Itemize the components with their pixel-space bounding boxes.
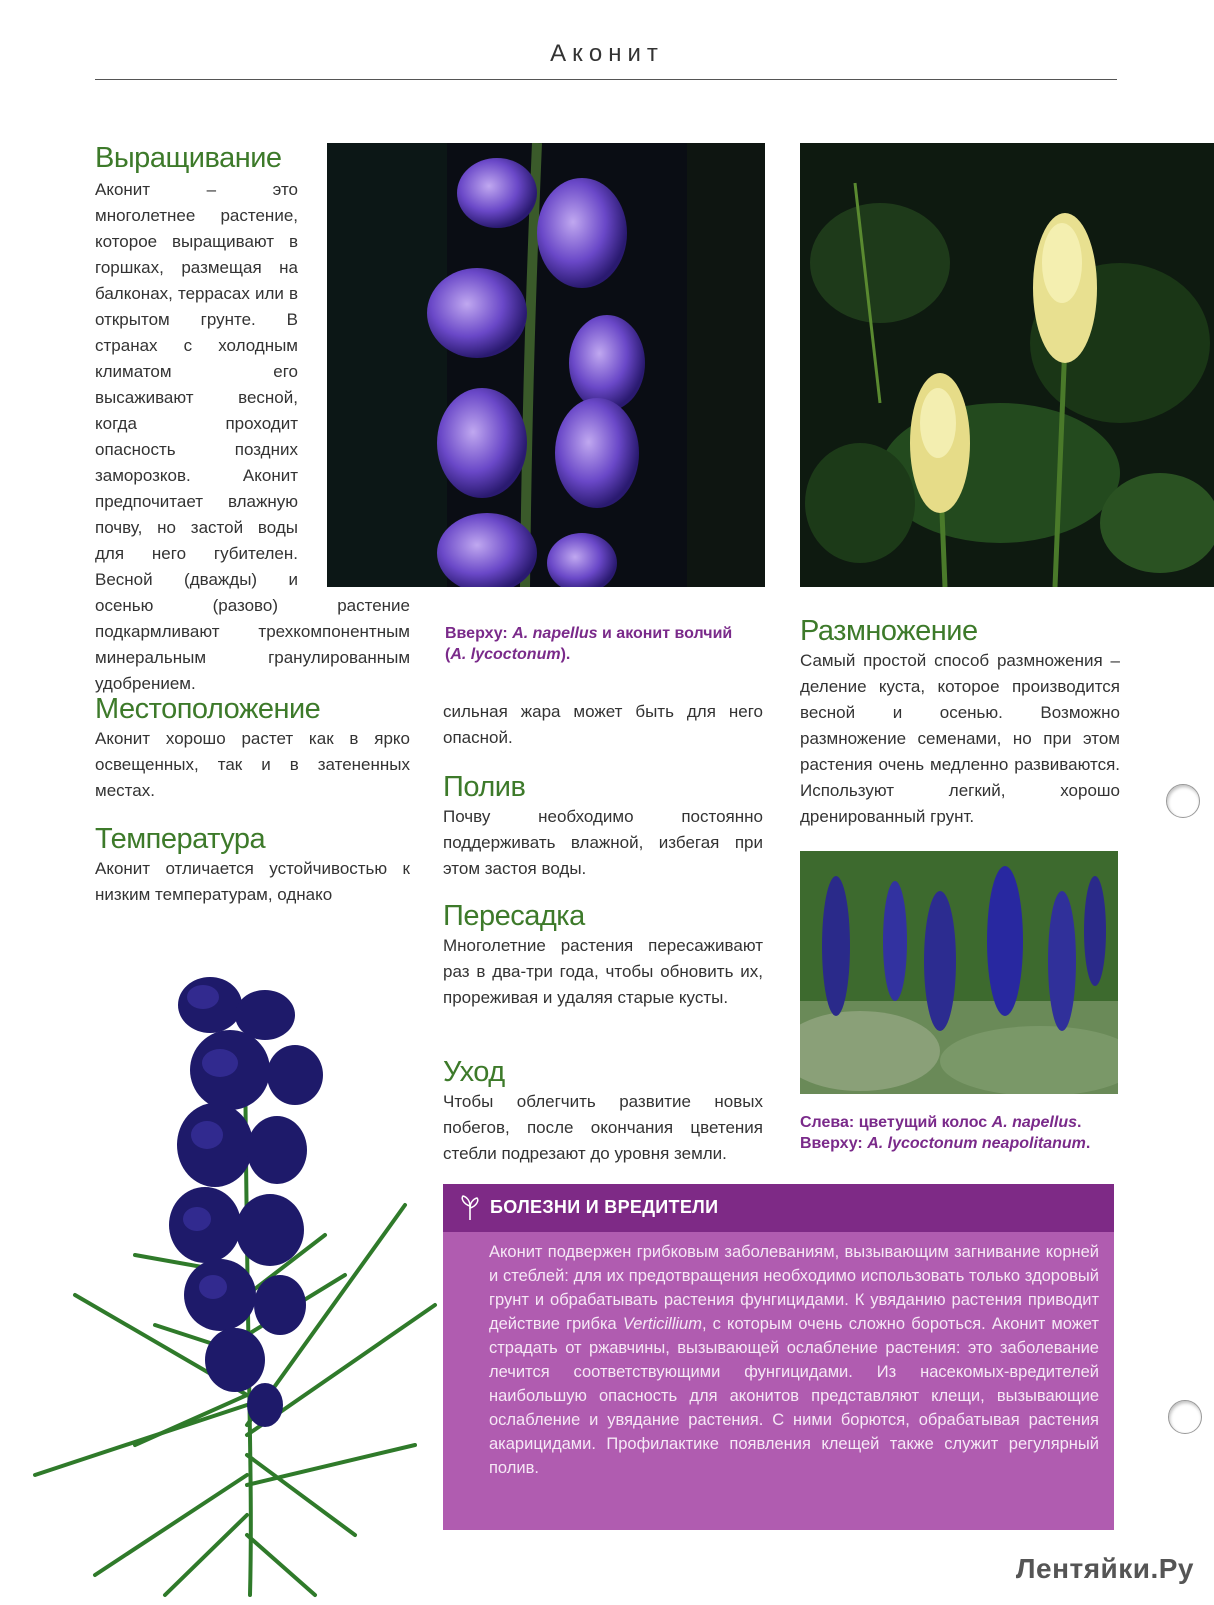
watermark: Лентяйки.Ру	[1015, 1553, 1194, 1584]
section-care	[443, 1055, 763, 1167]
heading-propagation: Размножение	[800, 615, 978, 647]
section-cultivation	[95, 141, 298, 175]
section-watering	[443, 770, 763, 882]
title-divider	[95, 79, 1117, 80]
photo-field	[800, 851, 1118, 1094]
diseases-text-1: Аконит подвержен грибковым заболеваниям, вызывающим загнивание корней и стеблей: для их предотвращения необходимо использовать только здоровый грунт и обрабатывать растения фунгицидами. К увяданию растения приводит действие грибка	[489, 1243, 1099, 1333]
section-temperature	[95, 822, 410, 908]
caption-top-prefix: Вверху:	[445, 625, 513, 642]
binder-hole	[1166, 784, 1200, 818]
caption-top-suffix: ).	[560, 646, 571, 663]
cultivation-text: Аконит – это многолетнее растение, которое выращивают в горшках, размещая на балконах, террасах или в открытом грунте. В странах с холодным климатом его высаживают весной, когда проходит опасность поздних заморозков. Аконит предпочитает влажную почву, но застой воды для него губителен. Весной (дважды) и осенью (разово) растение подкармливают трехкомпонентным минеральным гранулированным удобрением.	[95, 180, 410, 693]
caption-top-species1: A. napellus	[512, 625, 598, 642]
caption-right-species1: A. napellus	[991, 1114, 1077, 1131]
propagation-text: Самый простой способ размножения – деление куста, которое производится весной и осенью. Возможно размножение семенами, но при этом растения очень медленно развиваются. Используют легкий, хорошо дренированный грунт.	[800, 651, 1120, 826]
heading-cultivation: Выращивание	[95, 142, 282, 174]
section-location	[95, 692, 410, 804]
heading-transplant: Пересадка	[443, 900, 585, 932]
caption-top	[445, 623, 735, 665]
temperature-text: Аконит отличается устойчивостью к низким температурам, однако	[95, 859, 410, 904]
caption-top-species2: A. lycoctonum	[450, 646, 561, 663]
diseases-text-2: , с которым очень сложно бороться. Аконит может страдать от ржавчины, вызывающей ослабление растения: это заболевание лечится соответствующими фунгицидами. Из насекомых-вредителей наибольшую опасность для аконитов представляют клещи, вызывающие ослабление и увядание растения. С ними борются, обрабатывая растения акарицидами. Профилактике появления клещей также служит регулярный полив.	[489, 1315, 1099, 1477]
caption-right	[800, 1112, 1130, 1154]
photo-aconite-spike	[15, 975, 445, 1600]
diseases-title: БОЛЕЗНИ И ВРЕДИТЕЛИ	[490, 1197, 719, 1217]
caption-right-middle: . Вверху:	[800, 1114, 1082, 1152]
location-text: Аконит хорошо растет как в ярко освещенных, так и в затененных местах.	[95, 729, 410, 800]
page-title: Аконит	[550, 40, 664, 67]
section-propagation	[800, 614, 1120, 830]
heading-location: Местоположение	[95, 693, 321, 725]
diseases-text	[489, 1240, 1099, 1480]
diseases-header	[443, 1184, 1114, 1232]
transplant-text: Многолетние растения пересаживают раз в два-три года, чтобы обновить их, прореживая и удаляя старые кусты.	[443, 936, 763, 1007]
temperature-text-cont: сильная жара может быть для него опасной.	[443, 702, 763, 747]
photo-napellus	[327, 143, 765, 587]
caption-right-prefix: Слева: цветущий колос	[800, 1114, 992, 1131]
photo-lycoctonum	[800, 143, 1214, 587]
caption-top-middle: и аконит волчий (	[445, 625, 733, 663]
care-text: Чтобы облегчить развитие новых побегов, после окончания цветения стебли подрезают до уровня земли.	[443, 1092, 763, 1163]
heading-temperature: Температура	[95, 823, 266, 855]
binder-hole	[1168, 1400, 1202, 1434]
heading-watering: Полив	[443, 771, 526, 803]
caption-right-species2: A. lycoctonum neapolitanum	[867, 1135, 1086, 1152]
heading-care: Уход	[443, 1056, 505, 1088]
diseases-fungus: Verticillium	[622, 1315, 702, 1333]
leaf-icon	[457, 1194, 483, 1222]
watering-text: Почву необходимо постоянно поддерживать влажной, избегая при этом застоя воды.	[443, 807, 763, 878]
caption-right-suffix: .	[1085, 1135, 1091, 1152]
section-transplant	[443, 899, 763, 1011]
diseases-box	[443, 1184, 1114, 1530]
